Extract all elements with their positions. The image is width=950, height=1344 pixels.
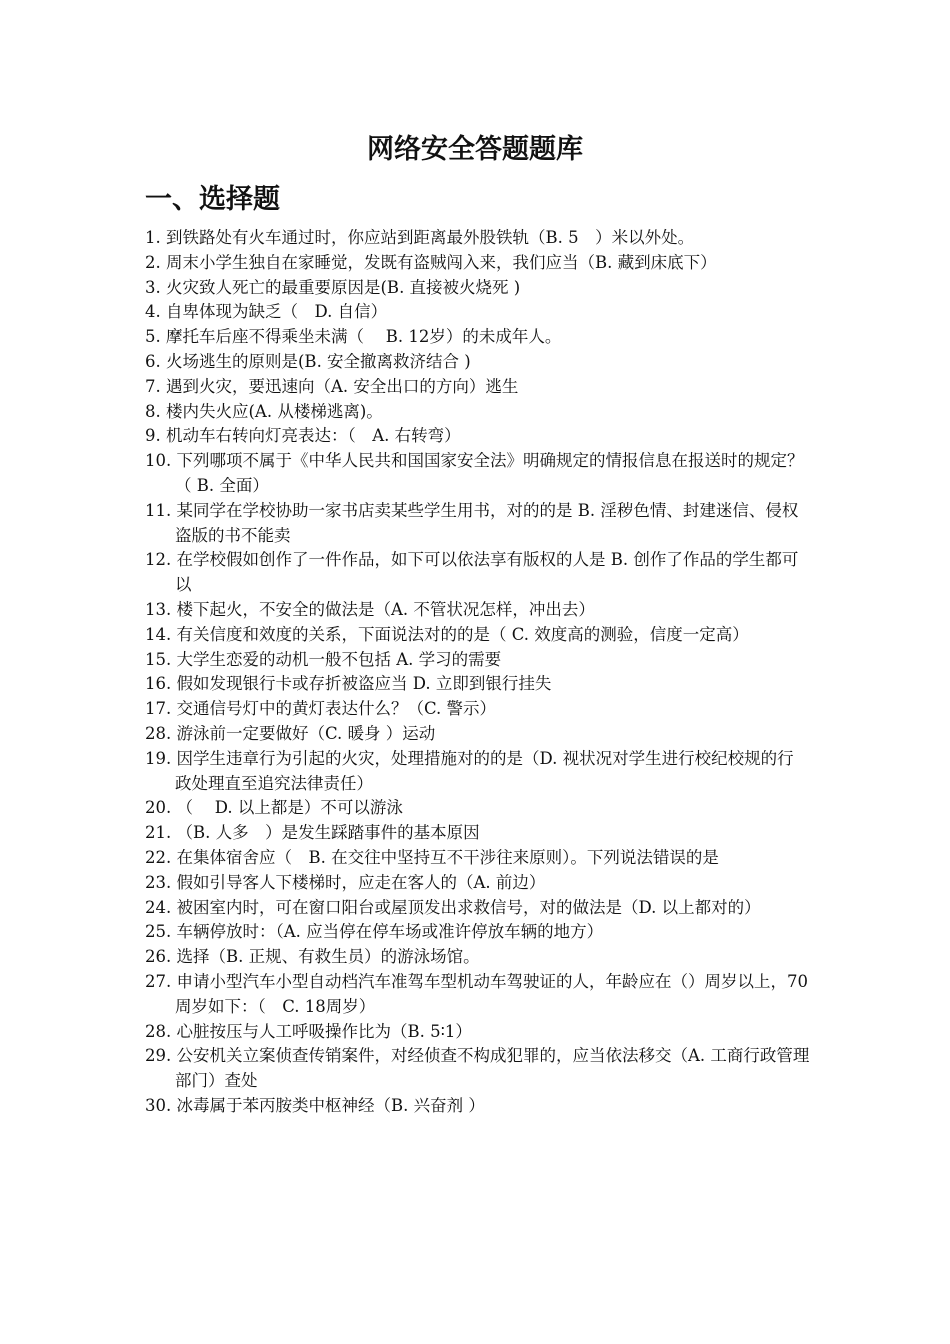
question-item — [145, 548, 810, 598]
question-text: （B. 人多 ）是发生踩踏事件的基本原因 — [176, 823, 480, 843]
question-text: 摩托车后座不得乘坐未满（ B. 12岁）的未成年人。 — [166, 327, 562, 347]
question-item — [145, 846, 810, 871]
question-number: 21. — [145, 823, 172, 843]
question-item — [145, 424, 810, 449]
question-item — [145, 796, 810, 821]
question-number: 28. — [145, 723, 172, 743]
question-text: 楼内失火应(A. 从楼梯逃离)。 — [166, 401, 383, 421]
question-number: 7. — [145, 376, 161, 396]
question-text: 火场逃生的原则是(B. 安全撤离救济结合 ) — [166, 351, 471, 371]
question-item — [145, 350, 810, 375]
question-text: 心脏按压与人工呼吸操作比为（B. 5∶1） — [176, 1021, 472, 1041]
question-item — [145, 920, 810, 945]
question-text: 在集体宿舍应（ B. 在交往中坚持互不干涉往来原则）。下列说法错误的是 — [176, 847, 719, 867]
question-number: 23. — [145, 872, 172, 892]
question-number: 13. — [145, 599, 172, 619]
question-number: 15. — [145, 649, 172, 669]
question-item — [145, 970, 810, 1020]
question-text: 假如发现银行卡或存折被盗应当 D. 立即到银行挂失 — [176, 674, 552, 694]
question-text: （ D. 以上都是）不可以游泳 — [176, 798, 403, 818]
question-list — [145, 226, 810, 1119]
question-item — [145, 300, 810, 325]
question-number: 9. — [145, 426, 161, 446]
question-item — [145, 871, 810, 896]
question-text: 公安机关立案侦查传销案件，对经侦查不构成犯罪的，应当依法移交（A. 工商行政管理部门）查处 — [175, 1046, 810, 1091]
question-number: 2. — [145, 252, 161, 272]
question-number: 28. — [145, 1021, 172, 1041]
question-number: 11. — [145, 500, 172, 520]
question-number: 29. — [145, 1046, 172, 1066]
question-text: 在学校假如创作了一件作品，如下可以依法享有版权的人是 B. 创作了作品的学生都可以 — [175, 550, 799, 595]
question-item — [145, 400, 810, 425]
question-item — [145, 251, 810, 276]
question-number: 5. — [145, 327, 161, 347]
question-text: 自卑体现为缺乏（ D. 自信） — [166, 302, 388, 322]
question-text: 车辆停放时：（A. 应当停在停车场或准许停放车辆的地方） — [176, 922, 604, 942]
question-number: 12. — [145, 550, 172, 570]
question-text: 下列哪项不属于《中华人民共和国国家安全法》明确规定的情报信息在报送时的规定？（ B. 全面） — [175, 451, 804, 495]
question-item — [145, 697, 810, 722]
question-number: 10. — [145, 451, 172, 471]
question-item — [145, 499, 810, 549]
question-item — [145, 747, 810, 797]
question-text: 冰毒属于苯丙胺类中枢神经（B. 兴奋剂 ） — [176, 1095, 485, 1115]
question-text: 火灾致人死亡的最重要原因是(B. 直接被火烧死 ) — [166, 277, 521, 297]
question-text: 到铁路处有火车通过时，你应站到距离最外股铁轨（B. 5 ）米以外处。 — [166, 228, 695, 247]
question-number: 8. — [145, 401, 161, 421]
question-item — [145, 672, 810, 697]
question-number: 3. — [145, 277, 161, 297]
question-item — [145, 945, 810, 970]
question-number: 30. — [145, 1095, 172, 1115]
question-number: 26. — [145, 947, 172, 967]
question-item — [145, 276, 810, 301]
question-item — [145, 598, 810, 623]
question-text: 机动车右转向灯亮表达：（ A. 右转弯） — [166, 426, 461, 446]
question-item — [145, 449, 810, 499]
question-item — [145, 896, 810, 921]
question-item — [145, 648, 810, 673]
question-item — [145, 623, 810, 648]
question-text: 选择（B. 正规、有救生员）的游泳场馆。 — [176, 947, 480, 967]
question-text: 楼下起火，不安全的做法是（A. 不管状况怎样，冲出去） — [176, 599, 595, 619]
question-text: 游泳前一定要做好（C. 暖身 ）运动 — [176, 723, 436, 743]
question-number: 4. — [145, 302, 161, 322]
question-text: 交通信号灯中的黄灯表达什么？（C. 警示） — [176, 699, 497, 719]
question-number: 22. — [145, 847, 172, 867]
question-text: 有关信度和效度的关系，下面说法对的的是（ C. 效度高的测验，信度一定高） — [176, 624, 749, 644]
section-heading: 一、选择题 — [145, 184, 280, 215]
question-text: 假如引导客人下楼梯时，应走在客人的（A. 前边） — [176, 872, 546, 892]
question-text: 申请小型汽车小型自动档汽车准驾车型机动车驾驶证的人，年龄应在（）周岁以上，70周岁如下：（ C. 18周岁） — [175, 971, 808, 1016]
question-item — [145, 1094, 810, 1119]
question-number: 16. — [145, 674, 172, 694]
question-text: 某同学在学校协助一家书店卖某些学生用书，对的的是 B. 淫秽色情、封建迷信、侵权盗版的书不能卖 — [175, 500, 799, 545]
document-title: 网络安全答题题库 — [367, 134, 583, 165]
question-item — [145, 1044, 810, 1094]
question-item — [145, 325, 810, 350]
question-number: 25. — [145, 922, 172, 942]
question-number: 27. — [145, 971, 172, 991]
question-number: 19. — [145, 748, 172, 768]
question-item — [145, 821, 810, 846]
question-text: 因学生违章行为引起的火灾，处理措施对的的是（D. 视状况对学生进行校纪校规的行政处理直至追究法律责任） — [175, 748, 794, 793]
question-text: 被困室内时，可在窗口阳台或屋顶发出求救信号，对的做法是（D. 以上都对的） — [176, 897, 761, 917]
question-number: 24. — [145, 897, 172, 917]
question-number: 6. — [145, 351, 161, 371]
question-item — [145, 722, 810, 747]
question-item — [145, 375, 810, 400]
question-item — [145, 1020, 810, 1045]
question-number: 17. — [145, 699, 172, 719]
question-text: 周末小学生独自在家睡觉，发既有盗贼闯入来，我们应当（B. 藏到床底下） — [166, 252, 717, 272]
question-number: 14. — [145, 624, 172, 644]
question-text: 遇到火灾，要迅速向（A. 安全出口的方向）逃生 — [166, 376, 519, 396]
question-number: 1. — [145, 228, 161, 247]
question-text: 大学生恋爱的动机一般不包括 A. 学习的需要 — [176, 649, 502, 669]
question-number: 20. — [145, 798, 172, 818]
question-item — [145, 226, 810, 251]
